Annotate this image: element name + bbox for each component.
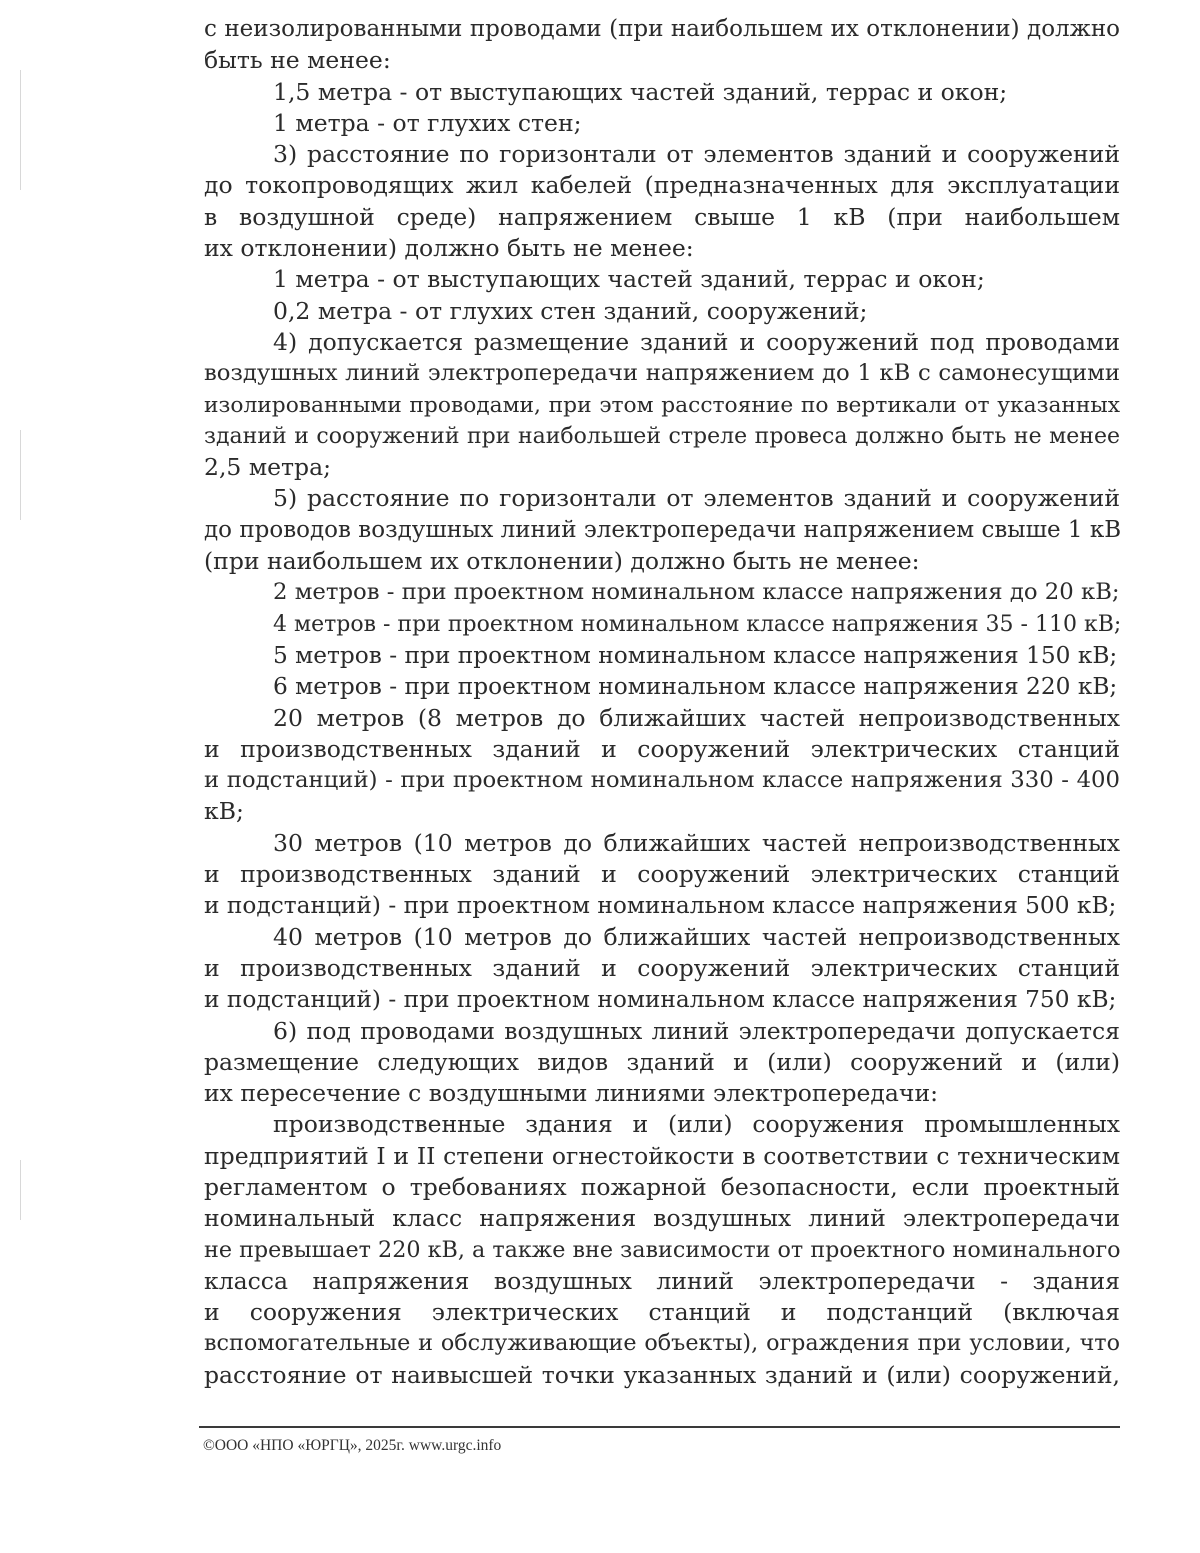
text-line: в воздушной среде) напряжением свыше 1 кВ (при наибольшем — [204, 202, 1120, 231]
text-line: и подстанций) - при проектном номинальном классе напряжения 750 кВ; — [204, 986, 1117, 1014]
paragraph-start-line: 3) расстояние по горизонтали от элементов зданий и сооружений — [273, 140, 1120, 169]
paragraph-start-line: производственные здания и (или) сооружения промышленных — [273, 1110, 1120, 1139]
paragraph-start-line: 6) под проводами воздушных линий электропередачи допускается — [273, 1016, 1120, 1045]
footer-copyright: ©ООО «НПО «ЮРГЦ», 2025г. www.urgc.info — [203, 1437, 502, 1454]
scan-edge-mark — [20, 430, 21, 520]
text-line: кВ; — [204, 797, 244, 826]
text-line: номинальный класс напряжения воздушных линий электропередачи — [204, 1204, 1120, 1233]
text-line: регламентом о требованиях пожарной безопасности, если проектный — [204, 1172, 1120, 1201]
text-line: и производственных зданий и сооружений электрических станций — [204, 953, 1120, 982]
text-line: предприятий I и II степени огнестойкости в соответствии с техническим — [204, 1141, 1120, 1170]
text-line: вспомогательные и обслуживающие объекты), ограждения при условии, что — [204, 1330, 1120, 1357]
text-line: 1 метра - от глухих стен; — [273, 108, 582, 137]
paragraph-start-line: 5) расстояние по горизонтали от элементов зданий и сооружений — [273, 484, 1120, 513]
text-line: до проводов воздушных линий электропередачи напряжением свыше 1 кВ — [204, 516, 1122, 543]
text-line: 2,5 метра; — [204, 453, 332, 482]
text-line: и подстанций) - при проектном номинальном классе напряжения 500 кВ; — [204, 892, 1117, 920]
text-line: воздушных линий электропередачи напряжением до 1 кВ с самонесущими — [204, 360, 1120, 387]
text-line: 0,2 метра - от глухих стен зданий, сооружений; — [273, 296, 868, 325]
text-line: (при наибольшем их отклонении) должно быть не менее: — [204, 547, 920, 576]
text-line: с неизолированными проводами (при наибольшем их отклонении) должно — [204, 16, 1120, 42]
text-line: их отклонении) должно быть не менее: — [204, 234, 694, 263]
text-line: их пересечение с воздушными линиями электропередачи: — [204, 1079, 939, 1108]
text-line: расстояние от наивысшей точки указанных зданий и (или) сооружений, — [204, 1360, 1120, 1389]
text-line: 6 метров - при проектном номинальном классе напряжения 220 кВ; — [273, 673, 1118, 701]
text-line: класса напряжения воздушных линий электропередачи - здания — [204, 1266, 1120, 1295]
text-line: до токопроводящих жил кабелей (предназначенных для эксплуатации — [204, 171, 1120, 200]
scan-edge-mark — [20, 1160, 21, 1220]
text-line: размещение следующих видов зданий и (или) сооружений и (или) — [204, 1047, 1120, 1076]
footer-divider — [199, 1426, 1120, 1428]
text-line: быть не менее: — [204, 46, 391, 75]
text-line: и сооружения электрических станций и подстанций (включая — [204, 1298, 1120, 1327]
text-line: изолированными проводами, при этом расстояние по вертикали от указанных — [204, 392, 1120, 418]
paragraph-start-line: 30 метров (10 метров до ближайших частей непроизводственных — [273, 828, 1120, 857]
paragraph-start-line: 4) допускается размещение зданий и сооружений под проводами — [273, 327, 1120, 356]
scan-edge-mark — [20, 70, 21, 190]
text-line: и производственных зданий и сооружений электрических станций — [204, 860, 1120, 889]
text-line: 5 метров - при проектном номинальном классе напряжения 150 кВ; — [273, 641, 1118, 669]
document-page — [204, 14, 1120, 1391]
text-line: и производственных зданий и сооружений электрических станций — [204, 734, 1120, 763]
text-line: и подстанций) - при проектном номинальном классе напряжения 330 - 400 — [204, 767, 1120, 794]
text-line: 1,5 метра - от выступающих частей зданий, террас и окон; — [273, 77, 1008, 106]
text-line: не превышает 220 кВ, а также вне зависимости от проектного номинального — [204, 1236, 1121, 1263]
text-line: зданий и сооружений при наибольшей стреле провеса должно быть не менее — [204, 423, 1120, 449]
text-line: 4 метров - при проектном номинальном классе напряжения 35 - 110 кВ; — [273, 611, 1122, 637]
paragraph-start-line: 40 метров (10 метров до ближайших частей непроизводственных — [273, 922, 1120, 951]
text-line: 2 метров - при проектном номинальном классе напряжения до 20 кВ; — [273, 579, 1120, 606]
text-line: 1 метра - от выступающих частей зданий, террас и окон; — [273, 265, 985, 294]
paragraph-start-line: 20 метров (8 метров до ближайших частей непроизводственных — [273, 703, 1120, 732]
